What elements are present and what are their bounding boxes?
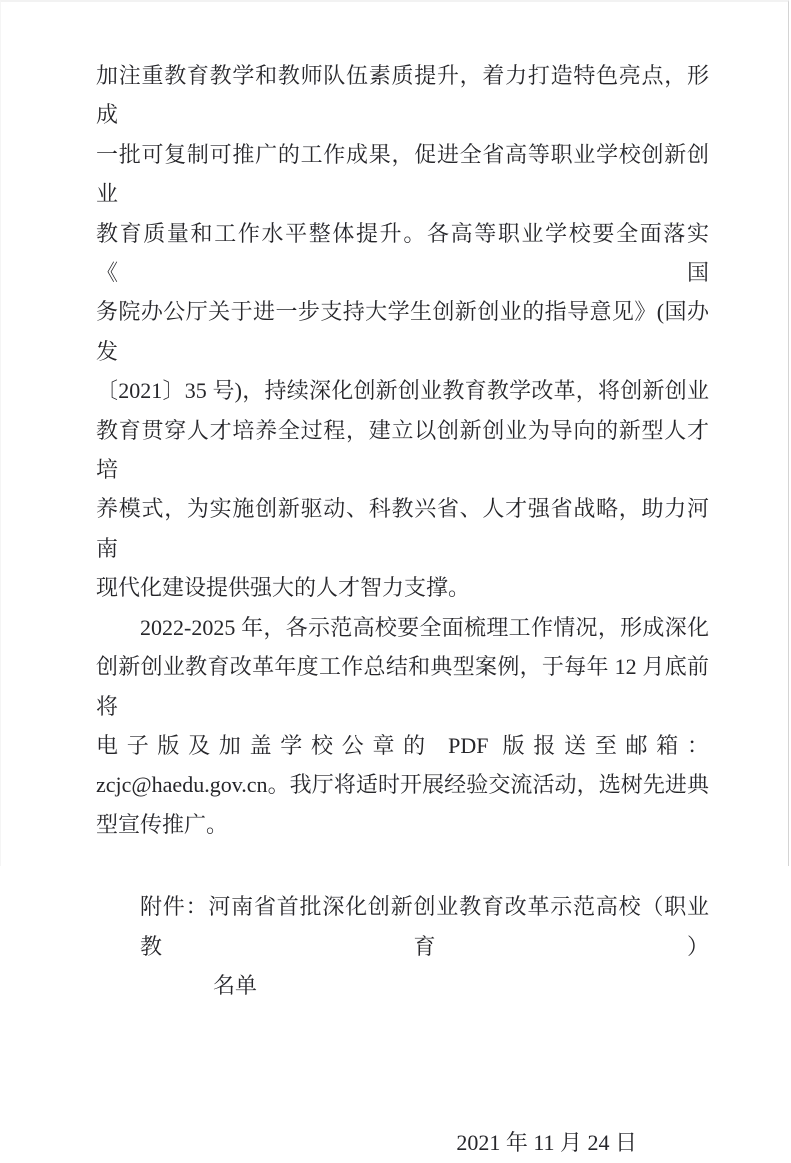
date-block xyxy=(96,1123,709,1162)
text-line: 教育质量和工作水平整体提升。各高等职业学校要全面落实《国 xyxy=(96,220,709,286)
text-line: 创新创业教育改革年度工作总结和典型案例，于每年 12 月底前将 xyxy=(96,654,709,719)
text-line: 电子版及加盖学校公章的 PDF 版报送至邮箱： xyxy=(96,732,709,758)
text-line: 2022-2025 年，各示范高校要全面梳理工作情况，形成深化 xyxy=(140,614,709,640)
text-line: 〔2021〕35 号)，持续深化创新创业教育教学改革，将创新创业 xyxy=(96,378,709,404)
paragraph-annual-report xyxy=(96,608,709,844)
text-line: zcjc@haedu.gov.cn。我厅将适时开展经验交流活动，选树先进典 xyxy=(96,772,709,798)
text-line: 附件：河南省首批深化创新创业教育改革示范高校（职业教育） xyxy=(140,894,709,959)
text-line: 现代化建设提供强大的人才智力支撑。 xyxy=(96,575,471,601)
text-line: 加注重教育教学和教师队伍素质提升，着力打造特色亮点，形成 xyxy=(96,63,709,128)
attachment-note xyxy=(96,887,709,1005)
text-line: 养模式，为实施创新驱动、科教兴省、人才强省战略，助力河南 xyxy=(96,496,709,561)
document-text-body xyxy=(96,56,709,1163)
text-line: 教育贯穿人才培养全过程，建立以创新创业为导向的新型人才培 xyxy=(96,417,709,483)
text-line: 一批可复制可推广的工作成果，促进全省高等职业学校创新创业 xyxy=(96,141,709,207)
text-line: 型宣传推广。 xyxy=(96,811,229,837)
text-line: 务院办公厅关于进一步支持大学生创新创业的指导意见》(国办发 xyxy=(96,299,709,364)
text-line: 2021 年 11 月 24 日 xyxy=(456,1130,637,1156)
text-line: 名单 xyxy=(213,972,258,998)
paragraph-continuation xyxy=(96,56,709,608)
